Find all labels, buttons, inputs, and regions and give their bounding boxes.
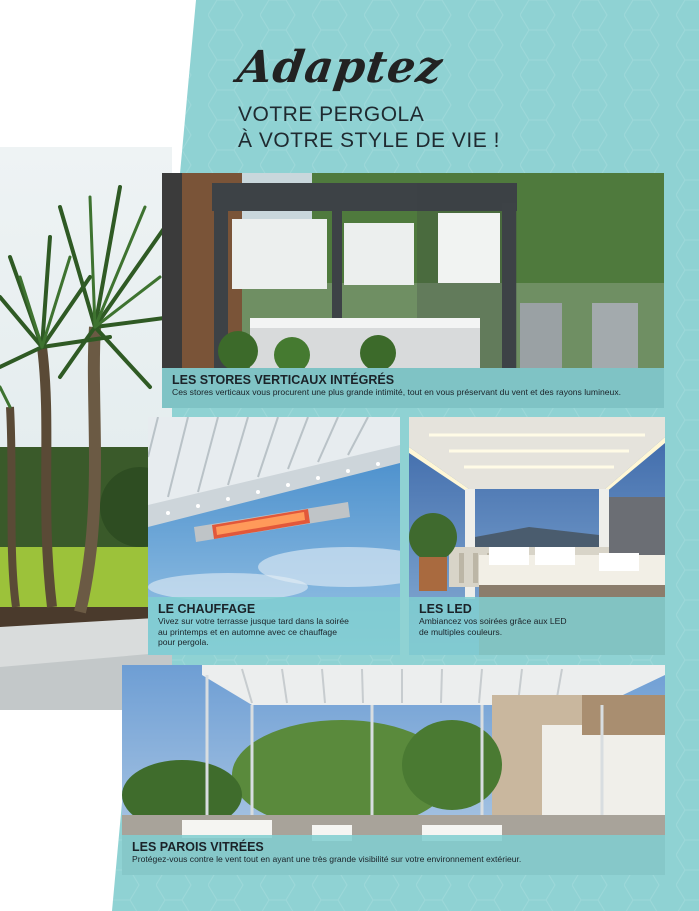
- photo-led: [409, 417, 665, 655]
- section-text-glass: Protégez-vous contre le vent tout en ayant une très grande visibilité sur votre environnement extérieur.: [132, 854, 522, 864]
- section-title-heating: LE CHAUFFAGE: [158, 602, 256, 616]
- photo-heating: [148, 417, 400, 655]
- subtitle-line-1: VOTRE PERGOLA: [238, 103, 425, 126]
- caption-band-stores: [162, 368, 664, 408]
- script-title: Adaptez: [234, 42, 447, 93]
- section-text-heating-1: Vivez sur votre terrasse jusque tard dans la soirée: [158, 616, 349, 626]
- section-title-glass: LES PAROIS VITRÉES: [132, 840, 264, 854]
- photo-vertical-stores: [162, 173, 664, 408]
- palm-garden-photo: [0, 147, 172, 710]
- section-text-led-1: Ambiancez vos soirées grâce aux LED: [419, 616, 567, 626]
- photo-glass-walls: [122, 665, 665, 875]
- subtitle-line-2: À VOTRE STYLE DE VIE !: [238, 129, 500, 152]
- section-title-led: LES LED: [419, 602, 472, 616]
- caption-band-glass: [122, 835, 665, 875]
- page-heading: [234, 42, 500, 154]
- section-text-stores: Ces stores verticaux vous procurent une plus grande intimité, tout en vous préservant du vent et des rayons lumineux.: [172, 387, 622, 397]
- caption-band-led: [409, 597, 665, 655]
- section-text-led-2: de multiples couleurs.: [419, 626, 503, 637]
- caption-band-heating: [148, 597, 400, 655]
- subtitle: [238, 102, 500, 154]
- section-text-heating-2: au printemps et en automne avec ce chauffage: [158, 626, 337, 637]
- section-title-stores: LES STORES VERTICAUX INTÉGRÉS: [172, 373, 395, 387]
- section-text-heating-3: pour pergola.: [158, 637, 209, 647]
